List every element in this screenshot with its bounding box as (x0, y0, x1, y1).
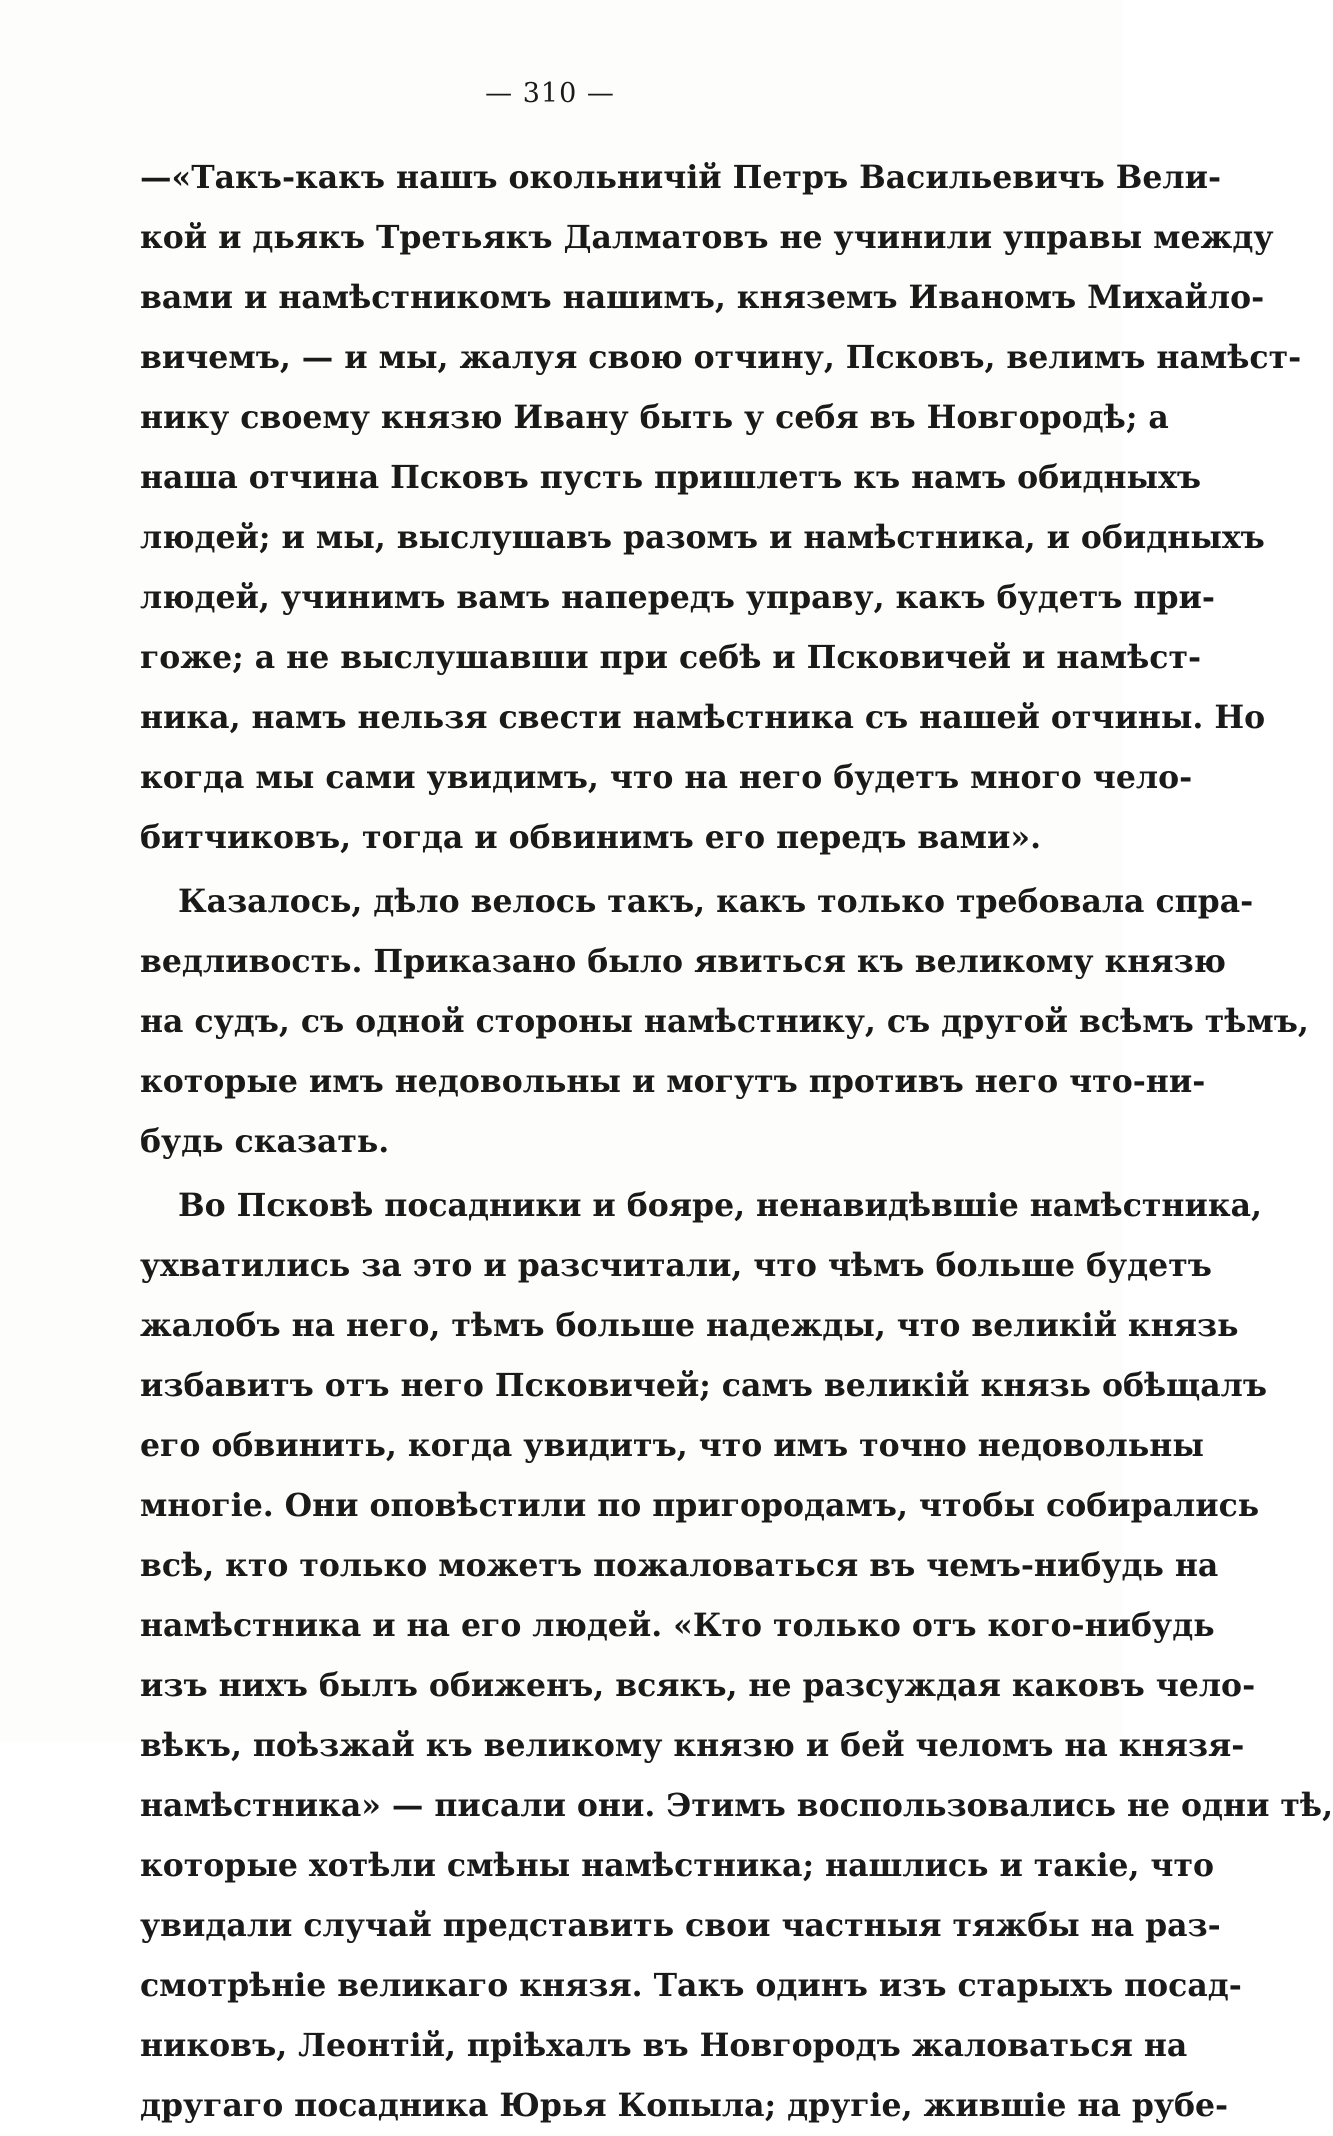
text-line: людей; и мы, выслушавъ разомъ и намѣстника, и обидныхъ (140, 519, 1265, 556)
text-line: нику своему князю Ивану быть у себя въ Новгородѣ; а (140, 399, 1169, 436)
text-line: избавитъ отъ него Псковичей; самъ великій князь обѣщалъ (140, 1367, 1268, 1404)
text-line: всѣ, кто только можетъ пожаловаться въ чемъ-нибудь на (140, 1547, 1219, 1584)
text-line: жалобъ на него, тѣмъ больше надежды, что великій князь (140, 1307, 1239, 1344)
text-line: намѣстника» — писали они. Этимъ воспользовались не одни тѣ, (140, 1787, 1333, 1824)
text-line: когда мы сами увидимъ, что на него будетъ много чело- (140, 759, 1193, 796)
text-line: которые имъ недовольны и могутъ противъ него что-ни- (140, 1063, 1206, 1100)
text-line: Во Псковѣ посадники и бояре, ненавидѣвшіе намѣстника, (178, 1187, 1262, 1224)
page-number: — 310 — (485, 78, 615, 109)
text-line: другаго посадника Юрья Копыла; другіе, жившіе на рубе- (140, 2087, 1229, 2124)
text-line: намѣстника и на его людей. «Кто только отъ кого-нибудь (140, 1607, 1215, 1644)
text-line: наша отчина Псковъ пусть пришлетъ къ намъ обидныхъ (140, 459, 1202, 496)
text-line: которые хотѣли смѣны намѣстника; нашлись и такіе, что (140, 1847, 1214, 1884)
text-line: гоже; а не выслушавши при себѣ и Псковичей и намѣст- (140, 639, 1202, 676)
text-line: ухватились за это и разсчитали, что чѣмъ больше будетъ (140, 1247, 1212, 1284)
text-line: никовъ, Леонтій, пріѣхалъ въ Новгородъ жаловаться на (140, 2027, 1188, 2064)
text-line: на судъ, съ одной стороны намѣстнику, съ другой всѣмъ тѣмъ, (140, 1003, 1309, 1040)
text-line: вичемъ, — и мы, жалуя свою отчину, Псковъ, велимъ намѣст- (140, 339, 1302, 376)
text-line: Казалось, дѣло велось такъ, какъ только требовала спра- (178, 883, 1254, 920)
text-line: ведливость. Приказано было явиться къ великому князю (140, 943, 1226, 980)
text-line: будь сказать. (140, 1123, 390, 1160)
text-line: его обвинить, когда увидитъ, что имъ точно недовольны (140, 1427, 1204, 1464)
text-line: изъ нихъ былъ обиженъ, всякъ, не разсуждая каковъ чело- (140, 1667, 1256, 1704)
text-line: кой и дьякъ Третьякъ Далматовъ не учинили управы между (140, 219, 1274, 256)
body-text (140, 148, 1333, 2136)
text-line: битчиковъ, тогда и обвинимъ его передъ вами». (140, 819, 1042, 856)
text-line: многіе. Они оповѣстили по пригородамъ, чтобы собирались (140, 1487, 1260, 1524)
text-line: увидали случай представить свои частныя тяжбы на раз- (140, 1907, 1221, 1944)
text-line: смотрѣніе великаго князя. Такъ одинъ изъ старыхъ посад- (140, 1967, 1242, 2004)
text-line: вами и намѣстникомъ нашимъ, княземъ Иваномъ Михайло- (140, 279, 1265, 316)
text-line: —«Такъ-какъ нашъ окольничій Петръ Васильевичъ Вели- (140, 159, 1222, 196)
text-line: ника, намъ нельзя свести намѣстника съ нашей отчины. Но (140, 699, 1266, 736)
text-line: людей, учинимъ вамъ напередъ управу, какъ будетъ при- (140, 579, 1215, 616)
text-line: вѣкъ, поѣзжай къ великому князю и бей челомъ на князя- (140, 1727, 1245, 1764)
